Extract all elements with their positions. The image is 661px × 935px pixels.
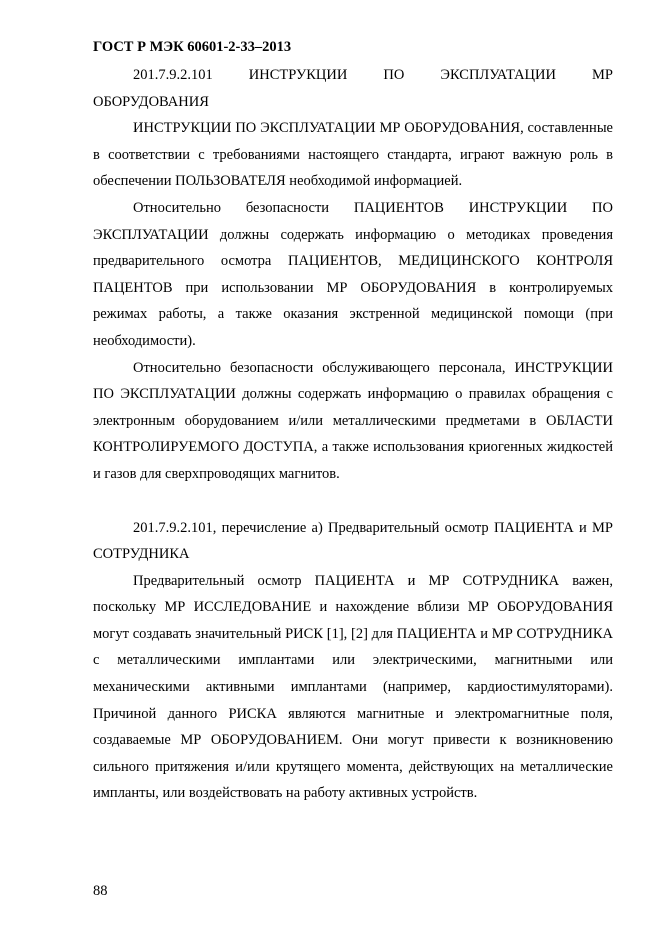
section-spacer [93,488,613,515]
body-paragraph: ИНСТРУКЦИИ ПО ЭКСПЛУАТАЦИИ МР ОБОРУДОВАНИЯ, составленные в соответствии с требованиями настоящего стандарта, играют важную роль в обеспечении ПОЛЬЗОВАТЕЛЯ необходимой информацией. [93,120,613,190]
body-paragraph: Относительно безопасности обслуживающего персонала, ИНСТРУКЦИИ ПО ЭКСПЛУАТАЦИИ должны содержать информацию о правилах обращения с электронным оборудованием и/или металлическими предметами в ОБЛАСТИ КОНТРОЛИРУЕМОГО ДОСТУПА, а также использования криогенных жидкостей и газов для сверхпроводящих магнитов. [93,359,613,482]
body-paragraph: Относительно безопасности ПАЦИЕНТОВ ИНСТРУКЦИИ ПО ЭКСПЛУАТАЦИИ должны содержать информацию о методиках проведения предварительного осмотра ПАЦИЕНТОВ, МЕДИЦИНСКОГО КОНТРОЛЯ ПАЦЕНТОВ при использовании МР ОБОРУДОВАНИЯ в контролируемых режимах работы, а также оказания экстренной медицинской помощи (при необходимости). [93,199,613,349]
page-header-standard-code: ГОСТ Р МЭК 60601-2-33–2013 [93,39,292,55]
page-number: 88 [93,883,108,899]
section-heading: 201.7.9.2.101, перечисление а) Предварительный осмотр ПАЦИЕНТА и МР СОТРУДНИКА [93,519,613,563]
document-body [93,62,617,807]
body-paragraph: Предварительный осмотр ПАЦИЕНТА и МР СОТРУДНИКА важен, поскольку МР ИССЛЕДОВАНИЕ и нахождение вблизи МР ОБОРУДОВАНИЯ могут создавать значительный РИСК [1], [2] для ПАЦИЕНТА и МР СОТРУДНИКА с металлическими имплантами или электрическими, магнитными или механическими активными имплантами (например, кардиостимуляторами). Причиной данного РИСКА являются магнитные и электромагнитные поля, создаваемые МР ОБОРУДОВАНИЕМ. Они могут привести к возникновению сильного притяжения и/или крутящего момента, действующих на металлические импланты, или воздействовать на работу активных устройств. [93,572,613,802]
section-heading: 201.7.9.2.101 ИНСТРУКЦИИ ПО ЭКСПЛУАТАЦИИ МР ОБОРУДОВАНИЯ [93,67,617,110]
